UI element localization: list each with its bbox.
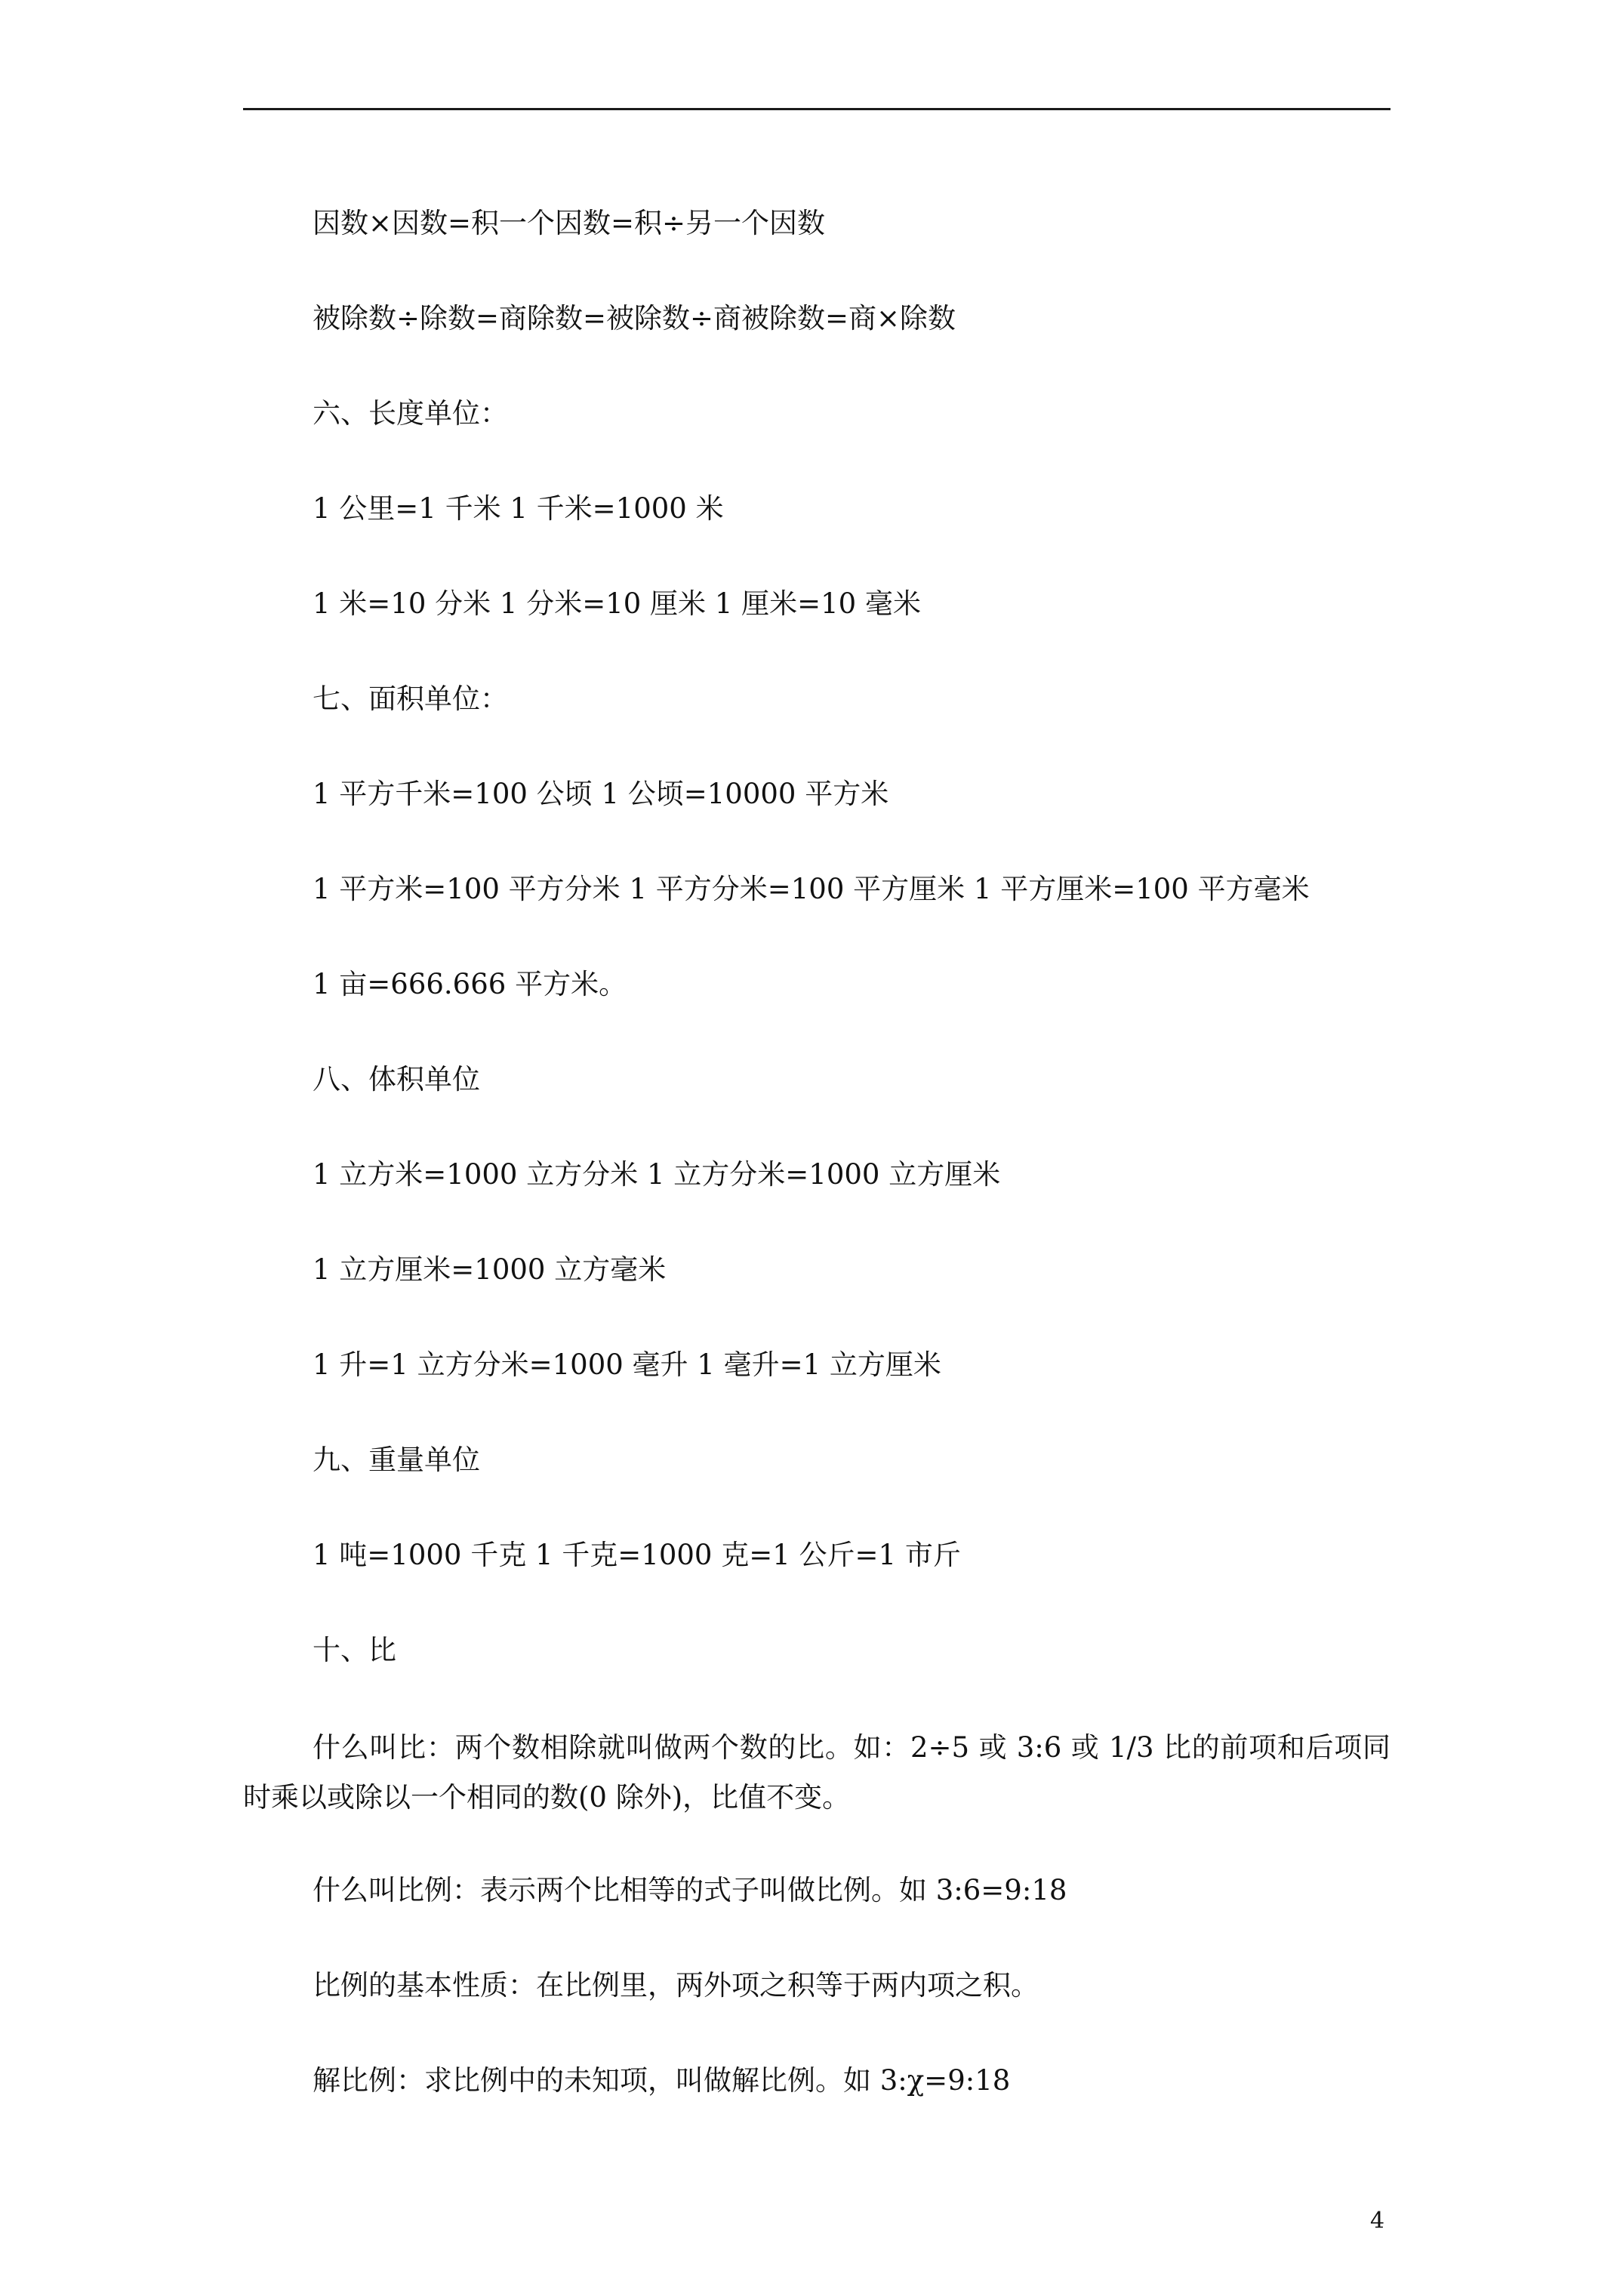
text-line: 1 米=10 分米 1 分米=10 厘米 1 厘米=10 毫米 (313, 587, 921, 620)
document-body (243, 201, 1390, 2153)
text-line: 1 吨=1000 千克 1 千克=1000 克=1 公斤=1 市斤 (313, 1539, 961, 1571)
text-line: 1 平方米=100 平方分米 1 平方分米=100 平方厘米 1 平方厘米=100 平方毫米 (313, 873, 1310, 905)
text-line: 1 亩=666.666 平方米。 (313, 968, 627, 1000)
text-line: 被除数÷除数=商除数=被除数÷商被除数=商×除数 (313, 302, 956, 334)
text-line: 比例的基本性质：在比例里，两外项之积等于两内项之积。 (313, 1969, 1039, 2002)
section-heading: 七、面积单位： (313, 683, 508, 715)
header-rule (243, 108, 1390, 110)
text-line: 什么叫比例：表示两个比相等的式子叫做比例。如 3:6=9:18 (313, 1874, 1067, 1906)
page-number: 4 (1370, 2208, 1385, 2234)
ratio-definition-paragraph: 什么叫比：两个数相除就叫做两个数的比。如：2÷5 或 3:6 或 1/3 比的前项和后项同时乘以或除以一个相同的数(0 除外)，比值不变。 (243, 1731, 1390, 1814)
text-line: 1 公里=1 千米 1 千米=1000 米 (313, 492, 724, 525)
section-heading: 十、比 (313, 1634, 396, 1666)
text-line: 解比例：求比例中的未知项，叫做解比例。如 3:χ=9:18 (313, 2064, 1011, 2097)
section-heading: 九、重量单位 (313, 1444, 480, 1476)
text-line: 1 升=1 立方分米=1000 毫升 1 毫升=1 立方厘米 (313, 1348, 941, 1381)
text-line: 1 平方千米=100 公顷 1 公顷=10000 平方米 (313, 778, 889, 810)
text-line: 1 立方厘米=1000 立方毫米 (313, 1253, 667, 1286)
text-line: 因数×因数=积一个因数=积÷另一个因数 (313, 207, 826, 239)
text-line: 1 立方米=1000 立方分米 1 立方分米=1000 立方厘米 (313, 1158, 1001, 1191)
section-heading: 八、体积单位 (313, 1063, 480, 1096)
section-heading: 六、长度单位： (313, 397, 508, 430)
